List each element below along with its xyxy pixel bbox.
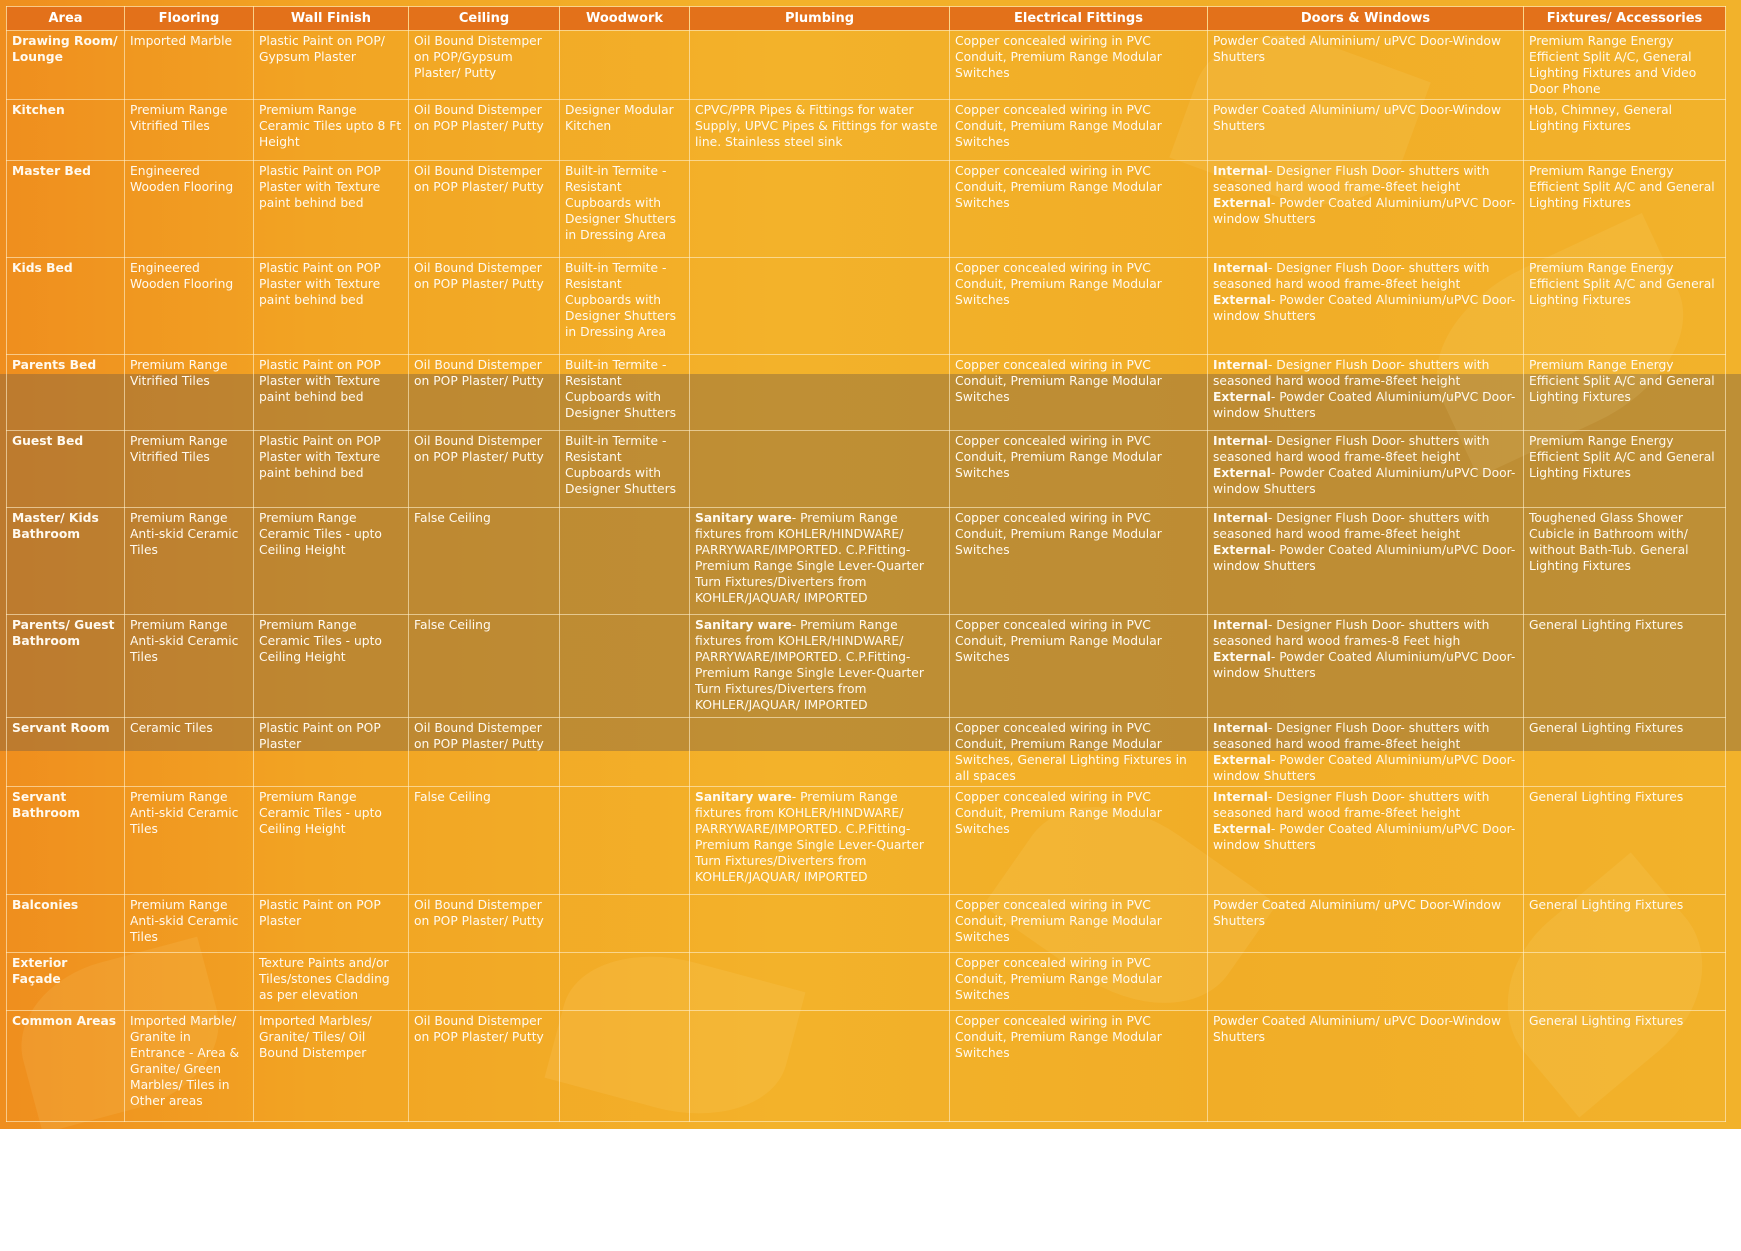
- fixtures-cell: Premium Range Energy Efficient Split A/C and General Lighting Fixtures: [1524, 161, 1726, 258]
- ceiling-cell: False Ceiling: [409, 615, 560, 718]
- woodwork-cell: [560, 31, 690, 100]
- doors-internal-text: - Designer Flush Door- shutters with seasoned hard wood frame-8feet height: [1213, 790, 1490, 820]
- doors-internal-lead: Internal: [1213, 434, 1268, 448]
- woodwork-cell: [560, 1011, 690, 1122]
- woodwork-cell: [560, 953, 690, 1011]
- plumbing-cell: [690, 895, 950, 953]
- column-header-woodwork: Woodwork: [560, 7, 690, 31]
- wall-finish-cell: Plastic Paint on POP Plaster with Texture paint behind bed: [254, 161, 409, 258]
- ceiling-cell: Oil Bound Distemper on POP/Gypsum Plaster/ Putty: [409, 31, 560, 100]
- fixtures-cell: Premium Range Energy Efficient Split A/C and General Lighting Fixtures: [1524, 258, 1726, 355]
- flooring-cell: Engineered Wooden Flooring: [125, 161, 254, 258]
- plumbing-cell: [690, 787, 950, 895]
- column-header-flooring: Flooring: [125, 7, 254, 31]
- doors-windows-cell: [1208, 431, 1524, 508]
- woodwork-cell: [560, 718, 690, 787]
- doors-internal-lead: Internal: [1213, 790, 1268, 804]
- doors-external-lead: External: [1213, 196, 1271, 210]
- doors-external-text: - Powder Coated Aluminium/uPVC Door-window Shutters: [1213, 293, 1516, 323]
- doors-windows-cell: [1208, 100, 1524, 161]
- doors-external-text: Powder Coated Aluminium/ uPVC Door-Window Shutters: [1213, 1014, 1502, 1044]
- wall-finish-cell: Premium Range Ceramic Tiles - upto Ceiling Height: [254, 787, 409, 895]
- ceiling-cell: Oil Bound Distemper on POP Plaster/ Putty: [409, 431, 560, 508]
- doors-windows-cell: [1208, 258, 1524, 355]
- doors-external-text: Powder Coated Aluminium/ uPVC Door-Window Shutters: [1213, 34, 1502, 64]
- flooring-cell: Premium Range Vitrified Tiles: [125, 355, 254, 431]
- fixtures-cell: General Lighting Fixtures: [1524, 615, 1726, 718]
- plumbing-cell: [690, 508, 950, 615]
- woodwork-cell: [560, 508, 690, 615]
- plumbing-cell: [690, 355, 950, 431]
- woodwork-cell: Built-in Termite - Resistant Cupboards with Designer Shutters in Dressing Area: [560, 161, 690, 258]
- flooring-cell: Premium Range Anti-skid Ceramic Tiles: [125, 615, 254, 718]
- wall-finish-cell: Plastic Paint on POP/ Gypsum Plaster: [254, 31, 409, 100]
- doors-internal-lead: Internal: [1213, 511, 1268, 525]
- table-row: [7, 100, 1726, 161]
- table-row: [7, 1011, 1726, 1122]
- fixtures-cell: General Lighting Fixtures: [1524, 895, 1726, 953]
- fixtures-cell: General Lighting Fixtures: [1524, 1011, 1726, 1122]
- fixtures-cell: General Lighting Fixtures: [1524, 718, 1726, 787]
- doors-external-text: - Powder Coated Aluminium/uPVC Door-window Shutters: [1213, 466, 1516, 496]
- plumbing-text: - Premium Range fixtures from KOHLER/HINDWARE/ PARRYWARE/IMPORTED. C.P.Fitting- Premium Range Single Lever-Quarter Turn Fixtures/Diverters from KOHLER/JAQUAR/ IMPORTED: [695, 790, 924, 884]
- doors-internal-text: - Designer Flush Door- shutters with seasoned hard wood frame-8feet height: [1213, 721, 1490, 751]
- doors-internal-lead: Internal: [1213, 261, 1268, 275]
- doors-external-text: - Powder Coated Aluminium/uPVC Door-window Shutters: [1213, 822, 1516, 852]
- doors-external-text: - Powder Coated Aluminium/uPVC Door-window Shutters: [1213, 650, 1516, 680]
- area-cell: Kitchen: [7, 100, 125, 161]
- doors-external-text: Powder Coated Aluminium/ uPVC Door-Window Shutters: [1213, 898, 1502, 928]
- doors-external-lead: External: [1213, 650, 1271, 664]
- plumbing-cell: [690, 718, 950, 787]
- flooring-cell: Premium Range Anti-skid Ceramic Tiles: [125, 508, 254, 615]
- doors-internal-text: - Designer Flush Door- shutters with seasoned hard wood frames-8 Feet high: [1213, 618, 1490, 648]
- plumbing-lead: Sanitary ware: [695, 618, 792, 632]
- table-row: [7, 787, 1726, 895]
- area-cell: Guest Bed: [7, 431, 125, 508]
- area-cell: Servant Bathroom: [7, 787, 125, 895]
- ceiling-cell: False Ceiling: [409, 508, 560, 615]
- table-row: [7, 615, 1726, 718]
- doors-internal-text: - Designer Flush Door- shutters with seasoned hard wood frame-8feet height: [1213, 511, 1490, 541]
- column-header-doors-windows: Doors & Windows: [1208, 7, 1524, 31]
- ceiling-cell: Oil Bound Distemper on POP Plaster/ Putty: [409, 1011, 560, 1122]
- table-row: [7, 508, 1726, 615]
- wall-finish-cell: Imported Marbles/ Granite/ Tiles/ Oil Bound Distemper: [254, 1011, 409, 1122]
- fixtures-cell: Hob, Chimney, General Lighting Fixtures: [1524, 100, 1726, 161]
- header-row: [7, 7, 1726, 31]
- table-row: [7, 31, 1726, 100]
- plumbing-cell: [690, 161, 950, 258]
- fixtures-cell: Premium Range Energy Efficient Split A/C and General Lighting Fixtures: [1524, 431, 1726, 508]
- flooring-cell: Imported Marble: [125, 31, 254, 100]
- column-header-fixtures-accessories: Fixtures/ Accessories: [1524, 7, 1726, 31]
- flooring-cell: [125, 953, 254, 1011]
- fixtures-cell: Premium Range Energy Efficient Split A/C, General Lighting Fixtures and Video Door Phone: [1524, 31, 1726, 100]
- fixtures-cell: General Lighting Fixtures: [1524, 787, 1726, 895]
- column-header-plumbing: Plumbing: [690, 7, 950, 31]
- doors-external-text: - Powder Coated Aluminium/uPVC Door-window Shutters: [1213, 753, 1516, 783]
- doors-internal-lead: Internal: [1213, 164, 1268, 178]
- area-cell: Exterior Façade: [7, 953, 125, 1011]
- wall-finish-cell: Plastic Paint on POP Plaster: [254, 718, 409, 787]
- flooring-cell: Ceramic Tiles: [125, 718, 254, 787]
- ceiling-cell: Oil Bound Distemper on POP Plaster/ Putty: [409, 895, 560, 953]
- electrical-cell: Copper concealed wiring in PVC Conduit, Premium Range Modular Switches: [950, 31, 1208, 100]
- area-cell: Common Areas: [7, 1011, 125, 1122]
- table-row: [7, 161, 1726, 258]
- wall-finish-cell: Plastic Paint on POP Plaster with Texture paint behind bed: [254, 258, 409, 355]
- ceiling-cell: Oil Bound Distemper on POP Plaster/ Putty: [409, 355, 560, 431]
- flooring-cell: Engineered Wooden Flooring: [125, 258, 254, 355]
- flooring-cell: Premium Range Vitrified Tiles: [125, 431, 254, 508]
- doors-external-text: - Powder Coated Aluminium/uPVC Door-window Shutters: [1213, 196, 1516, 226]
- doors-windows-cell: [1208, 895, 1524, 953]
- fixtures-cell: Premium Range Energy Efficient Split A/C and General Lighting Fixtures: [1524, 355, 1726, 431]
- plumbing-cell: [690, 615, 950, 718]
- table-row: [7, 953, 1726, 1011]
- ceiling-cell: Oil Bound Distemper on POP Plaster/ Putty: [409, 161, 560, 258]
- doors-internal-text: - Designer Flush Door- shutters with seasoned hard wood frame-8feet height: [1213, 164, 1490, 194]
- plumbing-lead: Sanitary ware: [695, 511, 792, 525]
- doors-windows-cell: [1208, 355, 1524, 431]
- woodwork-cell: [560, 615, 690, 718]
- plumbing-lead: Sanitary ware: [695, 790, 792, 804]
- woodwork-cell: Built-in Termite - Resistant Cupboards with Designer Shutters: [560, 431, 690, 508]
- woodwork-cell: Built-in Termite - Resistant Cupboards with Designer Shutters in Dressing Area: [560, 258, 690, 355]
- doors-windows-cell: [1208, 615, 1524, 718]
- column-header-wall-finish: Wall Finish: [254, 7, 409, 31]
- wall-finish-cell: Plastic Paint on POP Plaster with Texture paint behind bed: [254, 431, 409, 508]
- flooring-cell: Imported Marble/ Granite in Entrance - Area & Granite/ Green Marbles/ Tiles in Other areas: [125, 1011, 254, 1122]
- flooring-cell: Premium Range Anti-skid Ceramic Tiles: [125, 787, 254, 895]
- doors-external-lead: External: [1213, 293, 1271, 307]
- doors-external-text: Powder Coated Aluminium/ uPVC Door-Window Shutters: [1213, 103, 1502, 133]
- wall-finish-cell: Premium Range Ceramic Tiles - upto Ceiling Height: [254, 508, 409, 615]
- table-row: [7, 355, 1726, 431]
- doors-internal-lead: Internal: [1213, 618, 1268, 632]
- ceiling-cell: [409, 953, 560, 1011]
- column-header-ceiling: Ceiling: [409, 7, 560, 31]
- ceiling-cell: Oil Bound Distemper on POP Plaster/ Putty: [409, 100, 560, 161]
- electrical-cell: Copper concealed wiring in PVC Conduit, Premium Range Modular Switches, General Lighting Fixtures in all spaces: [950, 718, 1208, 787]
- wall-finish-cell: Premium Range Ceramic Tiles - upto Ceiling Height: [254, 615, 409, 718]
- plumbing-text: - Premium Range fixtures from KOHLER/HINDWARE/ PARRYWARE/IMPORTED. C.P.Fitting- Premium Range Single Lever-Quarter Turn Fixtures/Diverters from KOHLER/JAQUAR/ IMPORTED: [695, 511, 924, 605]
- electrical-cell: Copper concealed wiring in PVC Conduit, Premium Range Modular Switches: [950, 161, 1208, 258]
- electrical-cell: Copper concealed wiring in PVC Conduit, Premium Range Modular Switches: [950, 895, 1208, 953]
- plumbing-text: CPVC/PPR Pipes & Fittings for water Supply, UPVC Pipes & Fittings for waste line. Stainless steel sink: [695, 103, 938, 149]
- doors-external-lead: External: [1213, 543, 1271, 557]
- electrical-cell: Copper concealed wiring in PVC Conduit, Premium Range Modular Switches: [950, 100, 1208, 161]
- plumbing-cell: [690, 258, 950, 355]
- area-cell: Balconies: [7, 895, 125, 953]
- woodwork-cell: Designer Modular Kitchen: [560, 100, 690, 161]
- plumbing-cell: [690, 100, 950, 161]
- doors-external-lead: External: [1213, 753, 1271, 767]
- electrical-cell: Copper concealed wiring in PVC Conduit, Premium Range Modular Switches: [950, 615, 1208, 718]
- doors-windows-cell: [1208, 508, 1524, 615]
- doors-internal-text: - Designer Flush Door- shutters with seasoned hard wood frame-8feet height: [1213, 261, 1490, 291]
- plumbing-cell: [690, 953, 950, 1011]
- ceiling-cell: Oil Bound Distemper on POP Plaster/ Putty: [409, 258, 560, 355]
- doors-external-lead: External: [1213, 822, 1271, 836]
- electrical-cell: Copper concealed wiring in PVC Conduit, Premium Range Modular Switches: [950, 508, 1208, 615]
- doors-external-text: - Powder Coated Aluminium/uPVC Door-window Shutters: [1213, 390, 1516, 420]
- area-cell: Drawing Room/ Lounge: [7, 31, 125, 100]
- flooring-cell: Premium Range Vitrified Tiles: [125, 100, 254, 161]
- table-row: [7, 718, 1726, 787]
- doors-internal-text: - Designer Flush Door- shutters with seasoned hard wood frame-8feet height: [1213, 358, 1490, 388]
- plumbing-cell: [690, 31, 950, 100]
- doors-windows-cell: [1208, 1011, 1524, 1122]
- electrical-cell: Copper concealed wiring in PVC Conduit, Premium Range Modular Switches: [950, 258, 1208, 355]
- electrical-cell: Copper concealed wiring in PVC Conduit, Premium Range Modular Switches: [950, 431, 1208, 508]
- electrical-cell: Copper concealed wiring in PVC Conduit, Premium Range Modular Switches: [950, 1011, 1208, 1122]
- area-cell: Master Bed: [7, 161, 125, 258]
- wall-finish-cell: Premium Range Ceramic Tiles upto 8 Ft Height: [254, 100, 409, 161]
- area-cell: Servant Room: [7, 718, 125, 787]
- fixtures-cell: Toughened Glass Shower Cubicle in Bathroom with/ without Bath-Tub. General Lighting Fixtures: [1524, 508, 1726, 615]
- plumbing-cell: [690, 431, 950, 508]
- doors-windows-cell: [1208, 953, 1524, 1011]
- doors-windows-cell: [1208, 718, 1524, 787]
- electrical-cell: Copper concealed wiring in PVC Conduit, Premium Range Modular Switches: [950, 355, 1208, 431]
- woodwork-cell: Built-in Termite - Resistant Cupboards with Designer Shutters: [560, 355, 690, 431]
- electrical-cell: Copper concealed wiring in PVC Conduit, Premium Range Modular Switches: [950, 787, 1208, 895]
- area-cell: Master/ Kids Bathroom: [7, 508, 125, 615]
- wall-finish-cell: Plastic Paint on POP Plaster: [254, 895, 409, 953]
- plumbing-cell: [690, 1011, 950, 1122]
- ceiling-cell: Oil Bound Distemper on POP Plaster/ Putty: [409, 718, 560, 787]
- doors-external-lead: External: [1213, 390, 1271, 404]
- table-row: [7, 431, 1726, 508]
- ceiling-cell: False Ceiling: [409, 787, 560, 895]
- electrical-cell: Copper concealed wiring in PVC Conduit, Premium Range Modular Switches: [950, 953, 1208, 1011]
- area-cell: Parents Bed: [7, 355, 125, 431]
- column-header-electrical-fittings: Electrical Fittings: [950, 7, 1208, 31]
- doors-windows-cell: [1208, 787, 1524, 895]
- column-header-area: Area: [7, 7, 125, 31]
- plumbing-text: - Premium Range fixtures from KOHLER/HINDWARE/ PARRYWARE/IMPORTED. C.P.Fitting- Premium Range Single Lever-Quarter Turn Fixtures/Diverters from KOHLER/JAQUAR/ IMPORTED: [695, 618, 924, 712]
- doors-external-lead: External: [1213, 466, 1271, 480]
- flooring-cell: Premium Range Anti-skid Ceramic Tiles: [125, 895, 254, 953]
- wall-finish-cell: Plastic Paint on POP Plaster with Texture paint behind bed: [254, 355, 409, 431]
- specifications-table: [6, 6, 1726, 1122]
- doors-internal-lead: Internal: [1213, 721, 1268, 735]
- doors-internal-text: - Designer Flush Door- shutters with seasoned hard wood frame-8feet height: [1213, 434, 1490, 464]
- fixtures-cell: [1524, 953, 1726, 1011]
- doors-windows-cell: [1208, 161, 1524, 258]
- table-row: [7, 258, 1726, 355]
- doors-external-text: - Powder Coated Aluminium/uPVC Door-window Shutters: [1213, 543, 1516, 573]
- doors-windows-cell: [1208, 31, 1524, 100]
- wall-finish-cell: Texture Paints and/or Tiles/stones Cladding as per elevation: [254, 953, 409, 1011]
- area-cell: Kids Bed: [7, 258, 125, 355]
- area-cell: Parents/ Guest Bathroom: [7, 615, 125, 718]
- table-row: [7, 895, 1726, 953]
- woodwork-cell: [560, 787, 690, 895]
- woodwork-cell: [560, 895, 690, 953]
- doors-internal-lead: Internal: [1213, 358, 1268, 372]
